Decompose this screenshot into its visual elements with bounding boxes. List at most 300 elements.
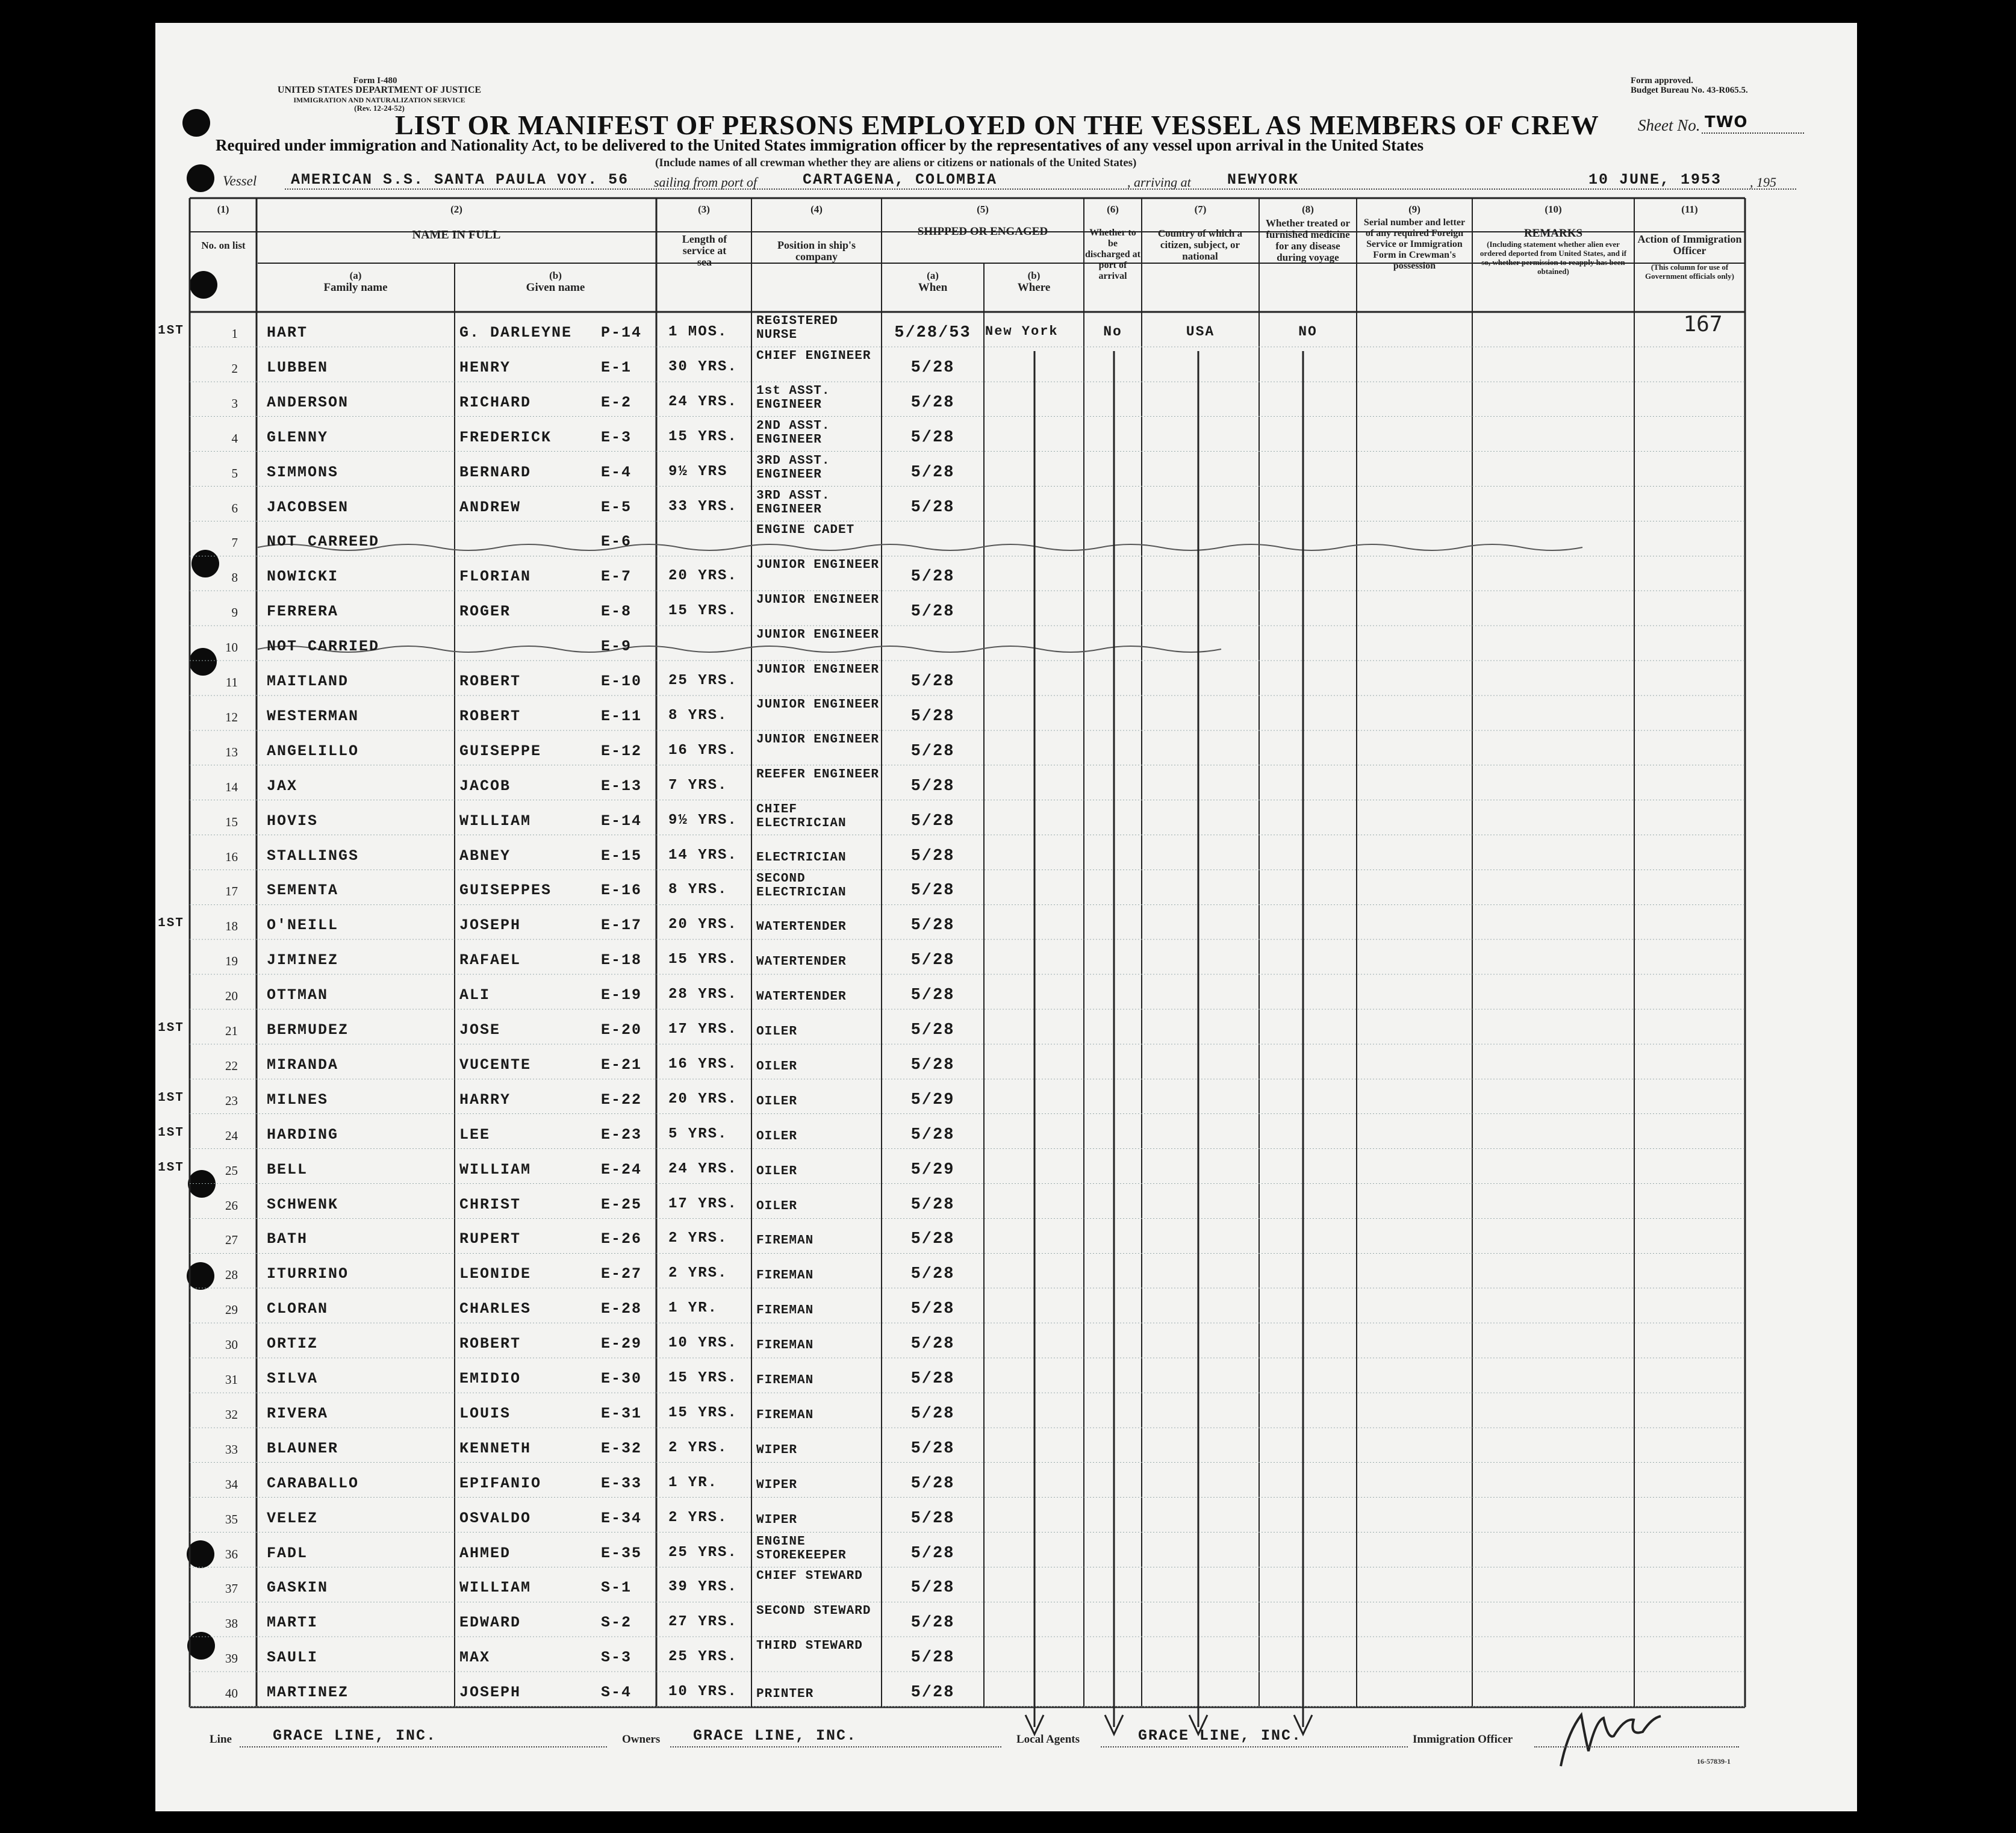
cell-no: 10 bbox=[225, 640, 238, 655]
cell-position: OILER bbox=[756, 1199, 798, 1213]
table-row bbox=[155, 1253, 1857, 1288]
cell-family: GASKIN bbox=[267, 1579, 329, 1597]
cell-position: ENGINE STOREKEEPER bbox=[756, 1534, 847, 1563]
table-row bbox=[155, 696, 1857, 730]
cell-when: 5/28 bbox=[910, 951, 955, 970]
cell-length: 15 YRS. bbox=[668, 603, 738, 620]
cell-when: 5/28 bbox=[910, 777, 955, 795]
table-row bbox=[155, 1323, 1857, 1358]
cell-code: E-13 bbox=[601, 777, 642, 795]
cell-length: 1 YR. bbox=[668, 1474, 718, 1491]
cell-no: 37 bbox=[225, 1581, 238, 1596]
table-row bbox=[155, 904, 1857, 939]
manifest-date: 10 JUNE, 1953 bbox=[1588, 171, 1722, 188]
cell-when: 5/28 bbox=[910, 986, 955, 1005]
cell-position: SECOND ELECTRICIAN bbox=[756, 872, 847, 900]
sheet-label: Sheet No. bbox=[1638, 116, 1700, 134]
cell-code: E-21 bbox=[601, 1056, 642, 1074]
cell-when: 5/28 bbox=[910, 1439, 955, 1458]
cell-when: 5/28 bbox=[910, 1474, 955, 1493]
cell-code: E-3 bbox=[601, 428, 632, 446]
officer-signature bbox=[1561, 1715, 1661, 1766]
cell-given: RUPERT bbox=[459, 1230, 521, 1248]
cell-no: 8 bbox=[231, 570, 238, 585]
cell-when: 5/28 bbox=[910, 498, 955, 517]
owners-value: GRACE LINE, INC. bbox=[693, 1727, 857, 1744]
table-row bbox=[155, 382, 1857, 417]
table-row bbox=[155, 939, 1857, 974]
cell-length: 16 YRS. bbox=[668, 742, 738, 759]
col-num-9: (9) bbox=[1408, 204, 1420, 215]
cell-position: FIREMAN bbox=[756, 1304, 814, 1318]
officer-underline bbox=[1534, 1746, 1739, 1747]
cell-family: BERMUDEZ bbox=[267, 1021, 349, 1039]
cell-length: 8 YRS. bbox=[668, 882, 728, 898]
cell-mark: 1ST bbox=[158, 1021, 184, 1035]
header-no-on-list: No. on list bbox=[201, 240, 246, 251]
cell-family: SILVA bbox=[267, 1370, 319, 1387]
table-row bbox=[155, 1393, 1857, 1428]
cell-code: E-29 bbox=[601, 1335, 642, 1353]
cell-length: 7 YRS. bbox=[668, 777, 728, 794]
cell-position: 2ND ASST. ENGINEER bbox=[756, 419, 830, 447]
col-num-5: (5) bbox=[977, 204, 989, 215]
header-when: When bbox=[918, 281, 948, 294]
cell-given: G. DARLEYNE bbox=[459, 324, 573, 341]
table-row bbox=[155, 312, 1857, 347]
cell-when: 5/28 bbox=[910, 1404, 955, 1423]
vessel-value: AMERICAN S.S. SANTA PAULA VOY. 56 bbox=[291, 171, 629, 188]
cell-when: 5/28 bbox=[910, 916, 955, 935]
header-action-note: (This column for use of Government officials only) bbox=[1644, 263, 1735, 281]
cell-no: 28 bbox=[225, 1268, 238, 1283]
cell-family: JACOBSEN bbox=[267, 498, 349, 516]
table-row bbox=[155, 1428, 1857, 1463]
revision: (Rev. 12-24-52) bbox=[354, 104, 405, 113]
header-family-sub: (a) bbox=[349, 270, 362, 281]
cell-family: NOT CARRIED bbox=[267, 638, 380, 656]
cell-position: THIRD STEWARD bbox=[756, 1639, 863, 1654]
cell-family: BLAUNER bbox=[267, 1439, 339, 1457]
cell-when: 5/28 bbox=[910, 707, 955, 726]
cell-given: HENRY bbox=[459, 358, 511, 376]
cell-position: CHIEF STEWARD bbox=[756, 1569, 863, 1584]
cell-family: SIMMONS bbox=[267, 463, 339, 481]
cell-code: E-28 bbox=[601, 1300, 642, 1318]
cell-discharged: No bbox=[1103, 324, 1122, 340]
cell-given: MAX bbox=[459, 1649, 491, 1667]
cell-given: JOSEPH bbox=[459, 1684, 521, 1702]
cell-code: E-1 bbox=[601, 358, 632, 376]
cell-length: 2 YRS. bbox=[668, 1439, 728, 1456]
cell-length: 17 YRS. bbox=[668, 1021, 738, 1038]
cell-code: E-12 bbox=[601, 742, 642, 760]
cell-position: 3RD ASST. ENGINEER bbox=[756, 488, 830, 517]
cell-no: 15 bbox=[225, 814, 238, 829]
cell-family: MIRANDA bbox=[267, 1056, 339, 1074]
cell-family: ITURRINO bbox=[267, 1265, 349, 1283]
arriving-label: , arriving at bbox=[1127, 175, 1191, 190]
sailing-label: sailing from port of bbox=[654, 175, 757, 190]
cell-family: WESTERMAN bbox=[267, 707, 359, 725]
department: UNITED STATES DEPARTMENT OF JUSTICE bbox=[277, 85, 482, 95]
cell-country: USA bbox=[1186, 324, 1215, 340]
cell-no: 25 bbox=[225, 1163, 238, 1178]
cell-family: GLENNY bbox=[267, 428, 329, 446]
header-serial: Serial number and letter of any required Foreign Service or Immigration Form in Crewman's possession bbox=[1363, 217, 1466, 271]
cell-position: FIREMAN bbox=[756, 1269, 814, 1283]
table-row bbox=[155, 800, 1857, 835]
cell-when: 5/28 bbox=[910, 463, 955, 482]
cell-when: 5/28/53 bbox=[894, 324, 971, 342]
cell-when: 5/28 bbox=[910, 393, 955, 412]
cell-position: ELECTRICIAN bbox=[756, 850, 847, 865]
cell-length: 15 YRS. bbox=[668, 428, 738, 445]
table-row bbox=[155, 1498, 1857, 1533]
cell-family: VELEZ bbox=[267, 1509, 319, 1527]
port-to: NEWYORK bbox=[1227, 171, 1299, 188]
cell-when: 5/28 bbox=[910, 1509, 955, 1528]
cell-code: E-27 bbox=[601, 1265, 642, 1283]
cell-no: 24 bbox=[225, 1128, 238, 1143]
header-position: Position in ship's company bbox=[777, 239, 856, 263]
cell-position: PRINTER bbox=[756, 1687, 814, 1702]
cell-given: OSVALDO bbox=[459, 1509, 532, 1527]
owners-underline bbox=[670, 1746, 1001, 1747]
cell-when: 5/28 bbox=[910, 812, 955, 830]
cell-mark: 1ST bbox=[158, 1160, 184, 1175]
cell-when: 5/28 bbox=[910, 1265, 955, 1284]
cell-position: WIPER bbox=[756, 1478, 798, 1492]
cell-family: MARTI bbox=[267, 1614, 319, 1632]
cell-when: 5/28 bbox=[910, 1230, 955, 1249]
table-row bbox=[155, 974, 1857, 1009]
cell-no: 6 bbox=[231, 500, 238, 515]
header-length: Length of service at sea bbox=[682, 233, 727, 268]
table-row bbox=[155, 591, 1857, 626]
line-value: GRACE LINE, INC. bbox=[273, 1727, 437, 1744]
cell-length: 9½ YRS. bbox=[668, 812, 738, 829]
cell-given: ROBERT bbox=[459, 673, 521, 690]
line-label: Line bbox=[210, 1733, 232, 1746]
cell-given: KENNETH bbox=[459, 1439, 532, 1457]
cell-no: 16 bbox=[225, 849, 238, 864]
cell-length: 24 YRS. bbox=[668, 1160, 738, 1177]
cell-family: FADL bbox=[267, 1544, 308, 1562]
cell-code: E-18 bbox=[601, 951, 642, 969]
cell-given: RICHARD bbox=[459, 393, 532, 411]
cell-position: FIREMAN bbox=[756, 1234, 814, 1248]
cell-mark: 1ST bbox=[158, 916, 184, 931]
cell-mark: 1ST bbox=[158, 1091, 184, 1105]
table-row bbox=[155, 347, 1857, 382]
cell-family: NOT CARREED bbox=[267, 533, 380, 551]
cell-given: ROBERT bbox=[459, 1335, 521, 1353]
cell-family: OTTMAN bbox=[267, 986, 329, 1004]
cell-position: JUNIOR ENGINEER bbox=[756, 663, 880, 677]
cell-position: OILER bbox=[756, 1025, 798, 1039]
cell-given: ALI bbox=[459, 986, 491, 1004]
cell-given: WILLIAM bbox=[459, 812, 532, 830]
cell-given: RAFAEL bbox=[459, 951, 521, 969]
cell-no: 9 bbox=[231, 605, 238, 620]
cell-code: E-7 bbox=[601, 568, 632, 586]
cell-code: E-33 bbox=[601, 1474, 642, 1492]
cell-length: 15 YRS. bbox=[668, 1404, 738, 1421]
cell-position: REEFER ENGINEER bbox=[756, 767, 880, 782]
col-num-4: (4) bbox=[810, 204, 823, 215]
header-medicine: Whether treated or furnished medicine for any disease during voyage bbox=[1265, 217, 1351, 263]
port-from: CARTAGENA, COLOMBIA bbox=[803, 171, 998, 188]
cell-no: 36 bbox=[225, 1546, 238, 1561]
table-row bbox=[155, 870, 1857, 904]
header-discharged: Whether to be discharged at port of arrival bbox=[1085, 228, 1140, 281]
table-row bbox=[155, 730, 1857, 765]
cell-position: WATERTENDER bbox=[756, 920, 847, 935]
cell-when: 5/28 bbox=[910, 603, 955, 621]
cell-length: 39 YRS. bbox=[668, 1579, 738, 1596]
table-row bbox=[155, 1463, 1857, 1498]
cell-position: ENGINE CADET bbox=[756, 523, 855, 538]
cell-code: E-10 bbox=[601, 673, 642, 690]
cell-position: CHIEF ELECTRICIAN bbox=[756, 802, 847, 830]
cell-no: 1 bbox=[231, 326, 238, 341]
cell-code: E-26 bbox=[601, 1230, 642, 1248]
cell-length: 33 YRS. bbox=[668, 498, 738, 515]
cell-length: 1 MOS. bbox=[668, 324, 728, 340]
cell-no: 22 bbox=[225, 1058, 238, 1073]
cell-given: ANDREW bbox=[459, 498, 521, 516]
header-given-sub: (b) bbox=[549, 270, 562, 281]
cell-length: 2 YRS. bbox=[668, 1265, 728, 1282]
header-remarks-note: (Including statement whether alien ever ordered deported from United States, and if so, whether permission to reapply has been obtained) bbox=[1479, 240, 1627, 276]
cell-given: AHMED bbox=[459, 1544, 511, 1562]
header-where: Where bbox=[1017, 281, 1051, 294]
cell-code: S-4 bbox=[601, 1684, 632, 1702]
cell-position: WIPER bbox=[756, 1443, 798, 1457]
cell-when: 5/29 bbox=[910, 1160, 955, 1179]
cell-code: E-22 bbox=[601, 1091, 642, 1109]
table-row bbox=[155, 1602, 1857, 1637]
include-note: (Include names of all crewman whether they are aliens or citizens or nationals of the United States) bbox=[655, 157, 1137, 169]
cell-given: CHRIST bbox=[459, 1195, 521, 1213]
cell-position: OILER bbox=[756, 1094, 798, 1109]
table-row bbox=[155, 1288, 1857, 1323]
cell-no: 32 bbox=[225, 1407, 238, 1422]
cell-family: SEMENTA bbox=[267, 882, 339, 900]
cell-family: BELL bbox=[267, 1160, 308, 1178]
cell-length: 24 YRS. bbox=[668, 393, 738, 410]
cell-position: OILER bbox=[756, 1129, 798, 1144]
cell-given: EPIFANIO bbox=[459, 1474, 542, 1492]
cell-no: 5 bbox=[231, 465, 238, 481]
cell-length: 20 YRS. bbox=[668, 568, 738, 585]
cell-family: ANDERSON bbox=[267, 393, 349, 411]
cell-no: 12 bbox=[225, 709, 238, 724]
cell-no: 13 bbox=[225, 744, 238, 759]
cell-where: New York bbox=[985, 324, 1059, 339]
cell-family: HARDING bbox=[267, 1125, 339, 1144]
cell-length: 1 YR. bbox=[668, 1300, 718, 1317]
cell-given: FREDERICK bbox=[459, 428, 552, 446]
cell-length: 25 YRS. bbox=[668, 1649, 738, 1666]
table-row bbox=[155, 452, 1857, 487]
col-num-6: (6) bbox=[1107, 204, 1119, 215]
agents-underline bbox=[1101, 1746, 1408, 1747]
cell-code: E-15 bbox=[601, 847, 642, 865]
cell-no: 20 bbox=[225, 989, 238, 1004]
cell-family: O'NEILL bbox=[267, 916, 339, 935]
cell-no: 33 bbox=[225, 1442, 238, 1457]
table-row bbox=[155, 1079, 1857, 1114]
form-title: LIST OR MANIFEST OF PERSONS EMPLOYED ON THE VESSEL AS MEMBERS OF CREW bbox=[395, 110, 1599, 140]
cell-given: FLORIAN bbox=[459, 568, 532, 586]
cell-family: JAX bbox=[267, 777, 298, 795]
cell-mark: 1ST bbox=[158, 1125, 184, 1140]
cell-code: E-8 bbox=[601, 603, 632, 621]
cell-no: 34 bbox=[225, 1477, 238, 1492]
cell-when: 5/28 bbox=[910, 742, 955, 761]
cell-given: GUISEPPE bbox=[459, 742, 542, 760]
cell-code: E-5 bbox=[601, 498, 632, 516]
table-row bbox=[155, 1009, 1857, 1044]
cell-code: S-2 bbox=[601, 1614, 632, 1632]
manifest-sheet bbox=[155, 23, 1857, 1811]
form-approved: Form approved. bbox=[1631, 76, 1693, 86]
form-number: Form I-480 bbox=[353, 76, 397, 86]
line-underline bbox=[240, 1746, 607, 1747]
cell-code: E-25 bbox=[601, 1195, 642, 1213]
cell-when: 5/28 bbox=[910, 568, 955, 587]
table-row bbox=[155, 1567, 1857, 1602]
cell-length: 27 YRS. bbox=[668, 1614, 738, 1631]
cell-length: 20 YRS. bbox=[668, 916, 738, 933]
owners-label: Owners bbox=[622, 1733, 661, 1746]
cell-given: VUCENTE bbox=[459, 1056, 532, 1074]
cell-given: LOUIS bbox=[459, 1404, 511, 1422]
cell-position: OILER bbox=[756, 1164, 798, 1178]
cell-length: 9½ YRS bbox=[668, 463, 728, 480]
cell-family: CARABALLO bbox=[267, 1474, 359, 1492]
col-num-7: (7) bbox=[1194, 204, 1207, 215]
cell-no: 38 bbox=[225, 1616, 238, 1631]
cell-given: WILLIAM bbox=[459, 1160, 532, 1178]
cell-no: 7 bbox=[231, 535, 238, 550]
cell-no: 31 bbox=[225, 1372, 238, 1387]
cell-no: 11 bbox=[225, 675, 238, 689]
cell-given: JOSEPH bbox=[459, 916, 521, 935]
cell-code: E-23 bbox=[601, 1125, 642, 1144]
cell-family: BATH bbox=[267, 1230, 308, 1248]
cell-position: JUNIOR ENGINEER bbox=[756, 593, 880, 608]
cell-when: 5/28 bbox=[910, 1021, 955, 1039]
cell-no: 27 bbox=[225, 1233, 238, 1248]
cell-length: 10 YRS. bbox=[668, 1335, 738, 1352]
cell-code: E-30 bbox=[601, 1370, 642, 1387]
cell-given: LEE bbox=[459, 1125, 491, 1144]
cell-position: SECOND STEWARD bbox=[756, 1604, 871, 1619]
cell-family: STALLINGS bbox=[267, 847, 359, 865]
cell-family: HOVIS bbox=[267, 812, 319, 830]
cell-family: ANGELILLO bbox=[267, 742, 359, 760]
cell-given: JOSE bbox=[459, 1021, 501, 1039]
cell-medicine: NO bbox=[1298, 324, 1318, 340]
col-num-11: (11) bbox=[1681, 204, 1698, 215]
cell-given: CHARLES bbox=[459, 1300, 532, 1318]
cell-when: 5/28 bbox=[910, 847, 955, 865]
cell-when: 5/28 bbox=[910, 1614, 955, 1632]
cell-code: E-35 bbox=[601, 1544, 642, 1562]
col-num-1: (1) bbox=[217, 204, 229, 215]
cell-when: 5/28 bbox=[910, 673, 955, 691]
cell-code: E-34 bbox=[601, 1509, 642, 1527]
cell-family: NOWICKI bbox=[267, 568, 339, 586]
stamp-number: 167 bbox=[1683, 312, 1723, 337]
cell-position: FIREMAN bbox=[756, 1339, 814, 1353]
cell-code: E-17 bbox=[601, 916, 642, 935]
cell-code: S-1 bbox=[601, 1579, 632, 1597]
col-num-2: (2) bbox=[450, 204, 462, 215]
header-action: Action of Immigration Officer bbox=[1637, 233, 1742, 257]
service: IMMIGRATION AND NATURALIZATION SERVICE bbox=[293, 96, 465, 104]
header-country: Country of which a citizen, subject, or national bbox=[1157, 228, 1243, 262]
cell-position: JUNIOR ENGINEER bbox=[756, 628, 880, 643]
cell-given: WILLIAM bbox=[459, 1579, 532, 1597]
cell-no: 3 bbox=[231, 396, 238, 411]
cell-length: 25 YRS. bbox=[668, 673, 738, 689]
cell-when: 5/28 bbox=[910, 1056, 955, 1074]
cell-when: 5/29 bbox=[910, 1091, 955, 1109]
col-num-8: (8) bbox=[1302, 204, 1314, 215]
cell-family: SCHWENK bbox=[267, 1195, 339, 1213]
cell-when: 5/28 bbox=[910, 1300, 955, 1319]
table-row bbox=[155, 1637, 1857, 1672]
print-code: 16-57839-1 bbox=[1697, 1757, 1731, 1766]
header-given-name: Given name bbox=[526, 281, 585, 294]
officer-label: Immigration Officer bbox=[1413, 1733, 1513, 1746]
cell-no: 19 bbox=[225, 954, 238, 969]
cell-length: 30 YRS. bbox=[668, 358, 738, 375]
cell-code: E-9 bbox=[601, 638, 632, 656]
cell-length: 16 YRS. bbox=[668, 1056, 738, 1072]
cell-no: 18 bbox=[225, 919, 238, 934]
cell-position: FIREMAN bbox=[756, 1374, 814, 1387]
cell-no: 29 bbox=[225, 1302, 238, 1318]
cell-family: SAULI bbox=[267, 1649, 319, 1667]
cell-position: JUNIOR ENGINEER bbox=[756, 732, 880, 747]
cell-position: FIREMAN bbox=[756, 1408, 814, 1422]
table-row bbox=[155, 661, 1857, 696]
cell-when: 5/28 bbox=[910, 1370, 955, 1388]
cell-length: 14 YRS. bbox=[668, 847, 738, 864]
cell-given: EDWARD bbox=[459, 1614, 521, 1632]
cell-family: JIMINEZ bbox=[267, 951, 339, 969]
cell-position: OILER bbox=[756, 1059, 798, 1074]
cell-position: REGISTERED NURSE bbox=[756, 314, 839, 342]
cell-length: 10 YRS. bbox=[668, 1684, 738, 1701]
cell-position: 1st ASST. ENGINEER bbox=[756, 384, 830, 412]
table-row bbox=[155, 1672, 1857, 1707]
table-row bbox=[155, 1114, 1857, 1149]
cell-position: JUNIOR ENGINEER bbox=[756, 697, 880, 712]
cell-code: E-32 bbox=[601, 1439, 642, 1457]
cell-length: 5 YRS. bbox=[668, 1125, 728, 1142]
cell-no: 39 bbox=[225, 1651, 238, 1666]
table-row bbox=[155, 626, 1857, 661]
cell-when: 5/28 bbox=[910, 882, 955, 900]
cell-given: ABNEY bbox=[459, 847, 511, 865]
cell-family: MARTINEZ bbox=[267, 1684, 349, 1702]
